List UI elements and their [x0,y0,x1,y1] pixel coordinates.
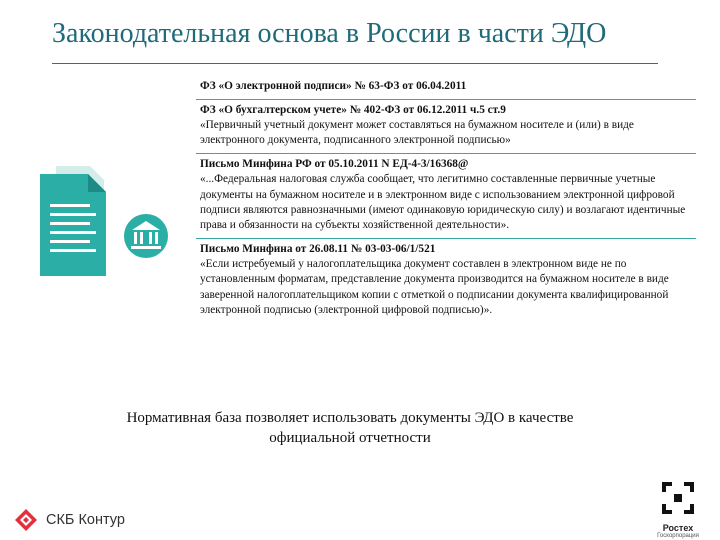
title-divider [52,63,658,64]
conclusion-text [100,408,600,448]
reference-heading: Письмо Минфина РФ от 05.10.2011 N ЕД-4-3/16368@ [200,158,469,171]
skb-kontur-logo-text: СКБ Контур [46,512,125,528]
reference-heading: ФЗ «О электронной подписи» № 63-ФЗ от 06.04.2011 [200,80,467,92]
reference-quote: «...Федеральная налоговая служба сообщает, что легитимно составленные первичные учетные документы на бумажном носителе и в электронном виде с использованием электронной цифровой подписи являются равнозначными (имеют одинаковую юридическую силу) и возлагают идентичные права и обязанности на субъекты хозяйственной деятельности». [200,173,686,232]
rostec-logo-name: Ростех [662,523,694,533]
list-item [196,154,696,239]
conclusion-line: Нормативная база позволяет использовать документы ЭДО в качестве [126,410,574,426]
conclusion-line: официальной отчетности [269,430,431,446]
legal-references-list [196,76,696,323]
document-to-bank-icon [28,160,188,280]
rostec-logo-subtitle: Госкорпорация [657,533,699,539]
page-title: Законодательная основа в России в части ЭДО [52,18,607,49]
list-item [196,239,696,323]
document-illustration [28,160,188,280]
reference-quote: «Если истребуемый у налогоплательщика документ составлен в электронном виде не по установленным форматам, представление документа производится на бумажном носителе в виде заверенной налогоплательщиком копии с отметкой о подписании документа квалифицированной электронной подписью (электронной цифровой подписью)». [200,258,669,316]
skb-kontur-logo-icon [14,508,38,532]
list-item [196,76,696,100]
rostec-logo [648,480,708,540]
list-item [196,100,696,154]
reference-heading: ФЗ «О бухгалтерском учете» № 402-ФЗ от 06.12.2011 ч.5 ст.9 [200,104,506,116]
skb-kontur-logo [14,508,125,532]
reference-quote: «Первичный учетный документ может составляться на бумажном носителе и (или) в виде электронного документа, подписанного электронной подписью» [200,119,634,147]
rostec-logo-icon [658,480,698,516]
reference-heading: Письмо Минфина от 26.08.11 № 03-03-06/1/521 [200,243,436,256]
